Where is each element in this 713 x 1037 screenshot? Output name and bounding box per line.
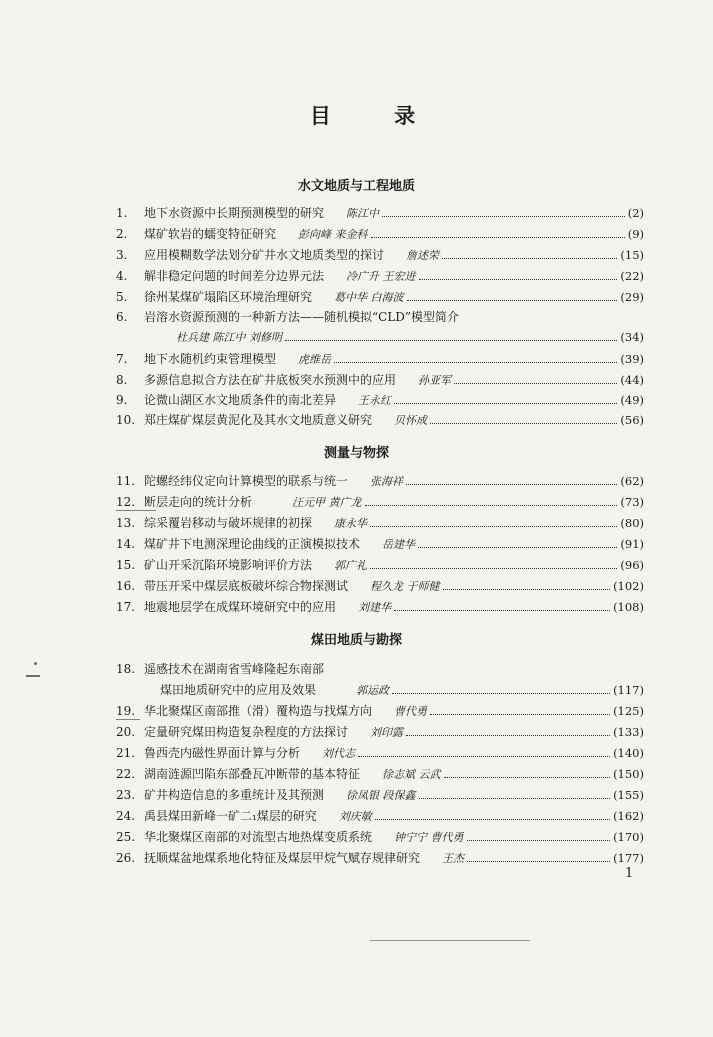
entry-title: 煤矿井下电测深理论曲线的正演模拟技术 [144, 537, 361, 551]
entry-number: 17. [116, 600, 136, 614]
entry-page: (34) [620, 330, 644, 344]
entry-authors: 陈江中 [346, 207, 380, 220]
entry-authors: 冷广升 王宏进 [346, 270, 416, 283]
dot-leader [406, 726, 610, 736]
entry-authors: 钟宁宁 曹代勇 [394, 831, 464, 844]
toc-entry [116, 350, 644, 368]
scan-artifact-dot [34, 662, 37, 665]
entry-number: 14. [116, 537, 136, 551]
toc-entry [116, 288, 644, 306]
entry-page: (177) [613, 851, 644, 865]
entry-authors: 刘印露 [370, 726, 404, 739]
entry-title: 带压开采中煤层底板破坏综合物探测试 [144, 579, 349, 593]
toc-entry [116, 828, 644, 846]
entry-number: 7. [116, 352, 128, 366]
entry-page: (22) [620, 269, 644, 283]
entry-number: 5. [116, 290, 128, 304]
dot-leader [392, 684, 610, 694]
toc-entry [116, 308, 644, 326]
entry-authors: 张海祥 [370, 475, 404, 488]
entry-number: 15. [116, 558, 136, 572]
entry-title: 郑庄煤矿煤层黄泥化及其水文地质意义研究 [144, 413, 373, 427]
entry-title: 湖南涟源凹陷东部叠瓦冲断带的基本特征 [144, 767, 361, 781]
entry-authors: 郭运政 [356, 684, 390, 697]
entry-authors: 曹代勇 [394, 705, 428, 718]
entry-number: 24. [116, 809, 136, 823]
entry-page: (62) [620, 474, 644, 488]
entry-page: (73) [620, 495, 644, 509]
entry-authors: 贝怀成 [394, 414, 428, 427]
section-title-surveying: 测量与物探 [323, 446, 389, 461]
entry-title: 矿山开采沉陷环境影响评价方法 [144, 558, 313, 572]
entry-page: (133) [613, 725, 644, 739]
entry-authors: 徐志斌 云武 [382, 768, 441, 781]
toc-entry [116, 411, 644, 429]
dot-leader [334, 353, 617, 363]
dot-leader [467, 831, 611, 841]
dot-leader [382, 207, 625, 217]
toc-entry [116, 514, 644, 532]
entry-authors: 岳建华 [382, 538, 416, 551]
dot-leader [406, 475, 617, 485]
dot-leader [407, 291, 618, 301]
entry-number: 9. [116, 393, 128, 407]
section-title-coalfield-geology: 煤田地质与勘探 [310, 633, 402, 648]
section-title-hydrogeology: 水文地质与工程地质 [297, 179, 415, 194]
entry-title: 定量研究煤田构造复杂程度的方法探讨 [144, 725, 349, 739]
entry-title: 岩溶水资源预测的一种新方法——随机模拟“CLD”模型简介 [144, 310, 460, 324]
entry-authors: 杜兵建 陈江中 刘修明 [176, 331, 282, 344]
toc-entry [116, 702, 644, 720]
toc-entry-continuation [176, 329, 644, 347]
entry-number: 25. [116, 830, 136, 844]
dot-leader [358, 747, 610, 757]
toc-entry [116, 723, 644, 741]
entry-title: 论微山湖区水文地质条件的南北差异 [144, 393, 337, 407]
dot-leader [467, 852, 610, 862]
scan-artifact-mark [26, 675, 40, 677]
entry-title: 抚顺煤盆地煤系地化特征及煤层甲烷气赋存规律研究 [144, 851, 421, 865]
entry-authors: 王永红 [358, 394, 392, 407]
toc-entry-continuation [160, 681, 644, 699]
entry-number: 12. [116, 495, 136, 509]
entry-title: 煤矿软岩的蠕变特征研究 [144, 227, 277, 241]
entry-page: (117) [613, 683, 644, 697]
entry-page: (162) [613, 809, 644, 823]
entry-number: 8. [116, 373, 128, 387]
entry-page: (140) [613, 746, 644, 760]
toc-entry [116, 204, 644, 222]
dot-leader [430, 414, 617, 424]
entry-number: 20. [116, 725, 136, 739]
dot-leader [371, 228, 625, 238]
entry-title: 禹县煤田新峰一矿二₁煤层的研究 [144, 809, 317, 823]
toc-entry [116, 598, 644, 616]
entry-authors: 郭广礼 [334, 559, 368, 572]
dot-leader [370, 559, 617, 569]
entry-authors: 王杰 [442, 852, 465, 865]
entry-title-continued: 煤田地质研究中的应用及效果 [160, 683, 317, 697]
toc-entry [116, 391, 644, 409]
dot-leader [375, 810, 610, 820]
toc-entry [116, 535, 644, 553]
entry-authors: 詹述荣 [406, 249, 440, 262]
entry-number: 18. [116, 662, 136, 676]
entry-authors: 程久龙 于师健 [370, 580, 440, 593]
scan-artifact-line [370, 940, 530, 941]
entry-authors: 彭向峰 来金科 [298, 228, 368, 241]
entry-title: 地下水资源中长期预测模型的研究 [144, 206, 325, 220]
entry-page: (56) [620, 413, 644, 427]
entry-page: (39) [620, 352, 644, 366]
entry-page: (9) [627, 227, 644, 241]
entry-number: 23. [116, 788, 136, 802]
toc-entry [116, 807, 644, 825]
entry-authors: 康永华 [334, 517, 368, 530]
entry-title: 鲁西壳内磁性界面计算与分析 [144, 746, 301, 760]
dot-leader [370, 517, 617, 527]
entry-title: 断层走向的统计分析 [144, 495, 253, 509]
dot-leader [419, 789, 611, 799]
toc-entry [116, 556, 644, 574]
entry-title: 华北聚煤区南部的对流型古地热煤变质系统 [144, 830, 373, 844]
dot-leader [394, 601, 610, 611]
entry-title: 多源信息拟合方法在矿井底板突水预测中的应用 [144, 373, 397, 387]
handwritten-underline [116, 510, 156, 511]
entry-authors: 徐凤银 段保鑫 [346, 789, 416, 802]
entry-number: 16. [116, 579, 136, 593]
entry-title: 解非稳定问题的时间差分边界元法 [144, 269, 325, 283]
entry-page: (91) [620, 537, 644, 551]
entry-page: (150) [613, 767, 644, 781]
dot-leader [418, 538, 617, 548]
toc-entry [116, 267, 644, 285]
dot-leader [419, 270, 618, 280]
toc-entry [116, 849, 644, 867]
dot-leader [454, 374, 617, 384]
entry-number: 4. [116, 269, 128, 283]
dot-leader [394, 394, 617, 404]
handwritten-underline [116, 719, 140, 720]
toc-entry [116, 786, 644, 804]
entry-title: 地下水随机约束管理模型 [144, 352, 277, 366]
page-number: 1 [625, 866, 634, 881]
entry-authors: 刘代志 [322, 747, 356, 760]
entry-number: 3. [116, 248, 128, 262]
entry-page: (15) [620, 248, 644, 262]
entry-page: (125) [613, 704, 644, 718]
entry-title: 华北聚煤区南部推（滑）覆构造与找煤方向 [144, 704, 373, 718]
entry-authors: 刘庆敏 [338, 810, 372, 823]
dot-leader [443, 580, 611, 590]
dot-leader [285, 331, 617, 341]
entry-authors: 汪元甲 黄广龙 [292, 496, 362, 509]
toc-entry [116, 660, 644, 678]
entry-number: 11. [116, 474, 136, 488]
entry-authors: 刘建华 [358, 601, 392, 614]
toc-entry [116, 493, 644, 511]
entry-number: 13. [116, 516, 136, 530]
entry-number: 2. [116, 227, 128, 241]
toc-entry [116, 765, 644, 783]
entry-page: (80) [620, 516, 644, 530]
dot-leader [365, 496, 618, 506]
entry-authors: 孙亚军 [418, 374, 452, 387]
toc-entry [116, 744, 644, 762]
toc-entry [116, 371, 644, 389]
entry-title: 矿井构造信息的多重统计及其预测 [144, 788, 325, 802]
entry-title: 陀螺经纬仪定向计算模型的联系与统一 [144, 474, 349, 488]
entry-title: 遥感技术在湖南省雪峰隆起东南部 [144, 662, 325, 676]
entry-number: 10. [116, 413, 136, 427]
page-title: 目 录 [309, 103, 444, 128]
toc-entry [116, 472, 644, 490]
entry-number: 6. [116, 310, 128, 324]
entry-authors: 虎维岳 [298, 353, 332, 366]
entry-page: (155) [613, 788, 644, 802]
entry-title: 应用模糊数学法划分矿井水文地质类型的探讨 [144, 248, 385, 262]
entry-page: (170) [613, 830, 644, 844]
entry-page: (96) [620, 558, 644, 572]
toc-entry [116, 225, 644, 243]
entry-number: 22. [116, 767, 136, 781]
entry-page: (102) [613, 579, 644, 593]
entry-authors: 葛中华 白海波 [334, 291, 404, 304]
entry-number: 19. [116, 704, 136, 718]
entry-number: 1. [116, 206, 128, 220]
dot-leader [430, 705, 610, 715]
entry-page: (108) [613, 600, 644, 614]
entry-page: (49) [620, 393, 644, 407]
entry-page: (44) [620, 373, 644, 387]
dot-leader [442, 249, 617, 259]
entry-title: 地震地层学在成煤环境研究中的应用 [144, 600, 337, 614]
entry-number: 26. [116, 851, 136, 865]
entry-title: 综采覆岩移动与破坏规律的初探 [144, 516, 313, 530]
toc-entry [116, 577, 644, 595]
toc-entry [116, 246, 644, 264]
entry-title: 徐州某煤矿塌陷区环境治理研究 [144, 290, 313, 304]
entry-page: (29) [620, 290, 644, 304]
dot-leader [444, 768, 611, 778]
entry-page: (2) [627, 206, 644, 220]
entry-number: 21. [116, 746, 136, 760]
